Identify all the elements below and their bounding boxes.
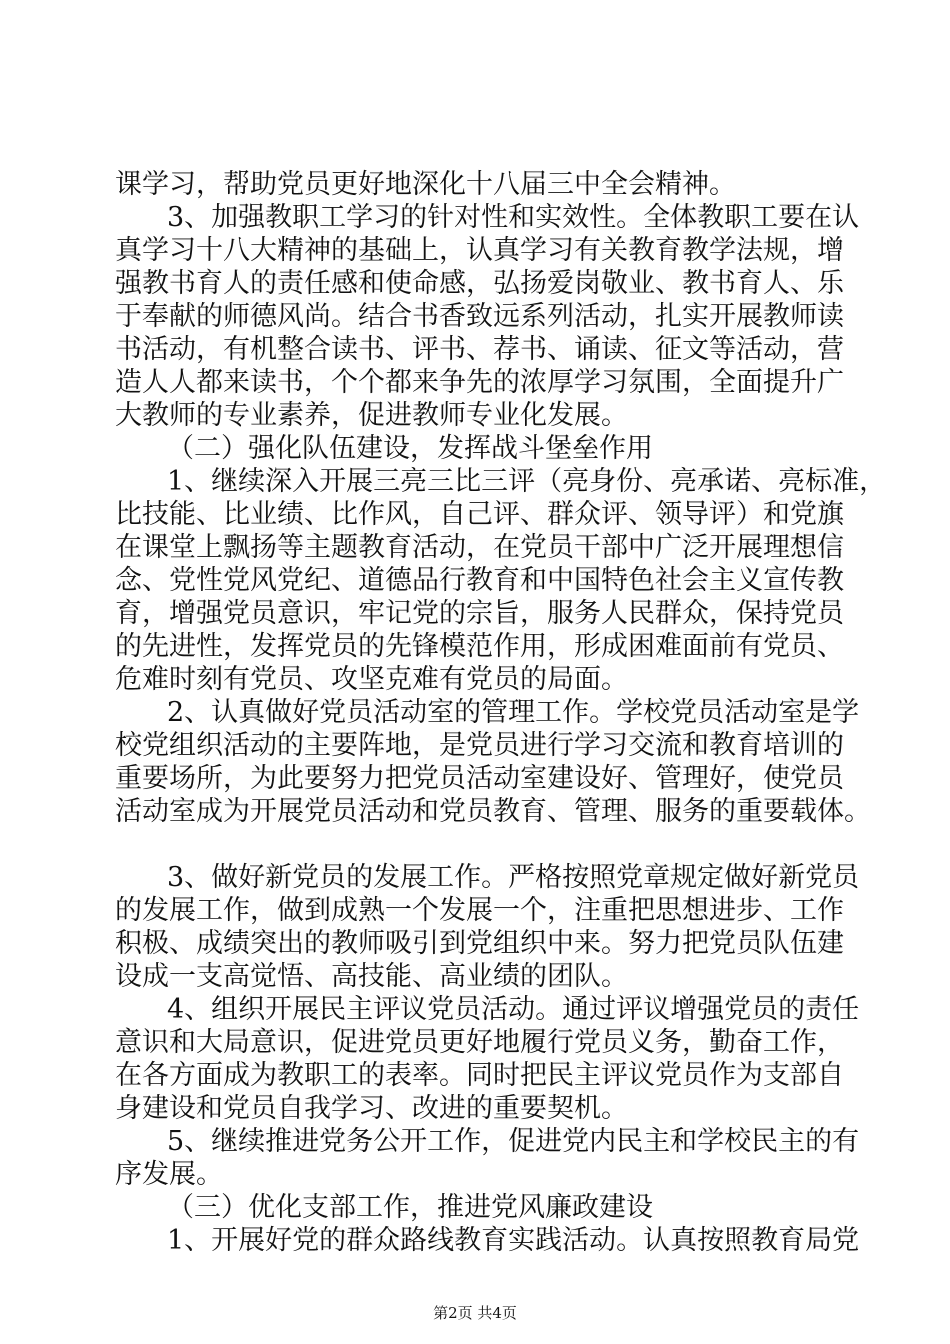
text-line: 课学习，帮助党员更好地深化十八届三中全会精神。 — [115, 169, 736, 200]
text-line: 书活动，有机整合读书、评书、荐书、诵读、征文等活动，营 — [115, 334, 844, 365]
text-line: 3、做好新党员的发展工作。严格按照党章规定做好新党员 — [167, 862, 860, 893]
text-line: 的发展工作，做到成熟一个发展一个，注重把思想进步、工作 — [115, 895, 844, 926]
text-line: 序发展。 — [115, 1159, 223, 1190]
page-footer: 第2页 共4页 — [433, 1304, 517, 1322]
text-line: 3、加强教职工学习的针对性和实效性。全体教职工要在认 — [167, 202, 860, 233]
text-line: 设成一支高觉悟、高技能、高业绩的团队。 — [115, 961, 628, 992]
text-line: 的先进性，发挥党员的先锋模范作用，形成困难面前有党员、 — [115, 631, 844, 662]
text-line: 大教师的专业素养，促进教师专业化发展。 — [115, 400, 628, 431]
text-line: 1、开展好党的群众路线教育实践活动。认真按照教育局党 — [167, 1225, 860, 1256]
text-line: 4、组织开展民主评议党员活动。通过评议增强党员的责任 — [167, 994, 860, 1025]
text-line: 活动室成为开展党员活动和党员教育、管理、服务的重要载体。 — [115, 796, 871, 827]
text-line: 于奉献的师德风尚。结合书香致远系列活动，扎实开展教师读 — [115, 301, 844, 332]
text-line: 2、认真做好党员活动室的管理工作。学校党员活动室是学 — [167, 697, 860, 728]
text-line: 在各方面成为教职工的表率。同时把民主评议党员作为支部自 — [115, 1060, 844, 1091]
text-line: 造人人都来读书，个个都来争先的浓厚学习氛围，全面提升广 — [115, 367, 844, 398]
text-line: 强教书育人的责任感和使命感，弘扬爱岗敬业、教书育人、乐 — [115, 268, 844, 299]
section-heading: （三）优化支部工作，推进党风廉政建设 — [167, 1192, 653, 1223]
section-heading: （二）强化队伍建设，发挥战斗堡垒作用 — [167, 433, 653, 464]
text-line: 1、继续深入开展三亮三比三评（亮身份、亮承诺、亮标准， — [167, 466, 887, 497]
text-line: 意识和大局意识，促进党员更好地履行党员义务，勤奋工作， — [115, 1027, 844, 1058]
text-line: 危难时刻有党员、攻坚克难有党员的局面。 — [115, 664, 628, 695]
text-line: 5、继续推进党务公开工作，促进党内民主和学校民主的有 — [167, 1126, 860, 1157]
text-line: 校党组织活动的主要阵地，是党员进行学习交流和教育培训的 — [115, 730, 844, 761]
text-line: 积极、成绩突出的教师吸引到党组织中来。努力把党员队伍建 — [115, 928, 844, 959]
text-line: 身建设和党员自我学习、改进的重要契机。 — [115, 1093, 628, 1124]
text-line: 真学习十八大精神的基础上，认真学习有关教育教学法规，增 — [115, 235, 844, 266]
text-line: 育，增强党员意识，牢记党的宗旨，服务人民群众，保持党员 — [115, 598, 844, 629]
text-line: 比技能、比业绩、比作风，自己评、群众评、领导评）和党旗 — [115, 499, 844, 530]
text-line: 在课堂上飘扬等主题教育活动，在党员干部中广泛开展理想信 — [115, 532, 844, 563]
text-line: 重要场所，为此要努力把党员活动室建设好、管理好，使党员 — [115, 763, 844, 794]
text-line: 念、党性党风党纪、道德品行教育和中国特色社会主义宣传教 — [115, 565, 844, 596]
